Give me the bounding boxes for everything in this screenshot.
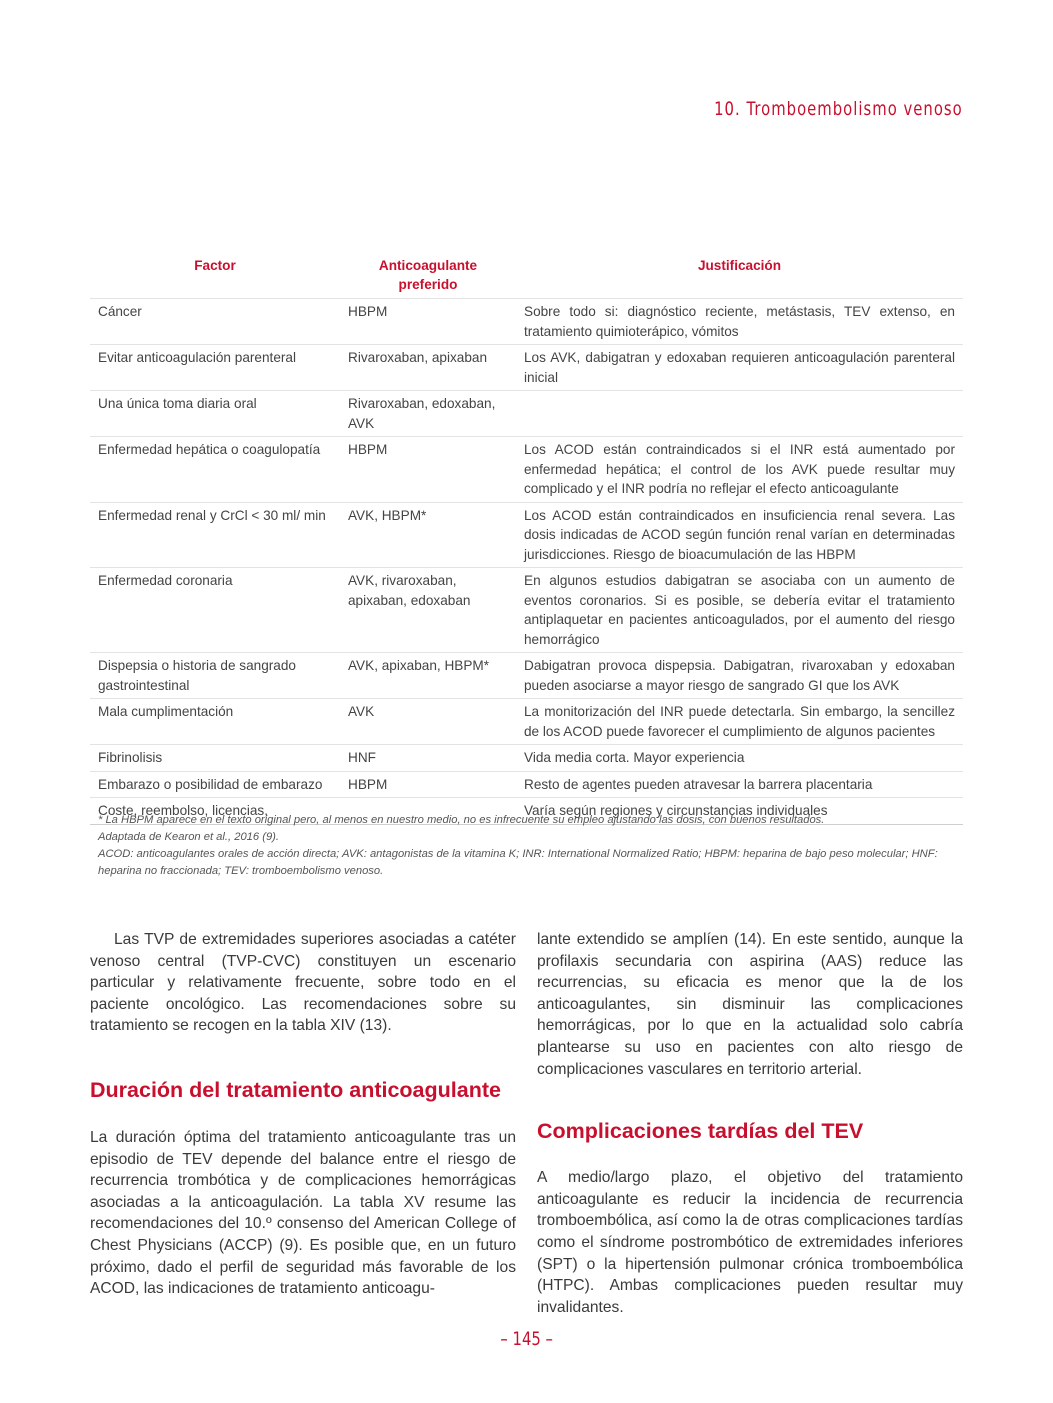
table-row — [90, 437, 963, 503]
heading-complications: Complicaciones tardías del TEV — [537, 1119, 864, 1144]
paragraph-duration: La duración óptima del tratamiento anticoagulante tras un episodio de TEV depende del balance entre el riesgo de recurrencia trombótica y de complicaciones hemorrágicas asociadas a la anticoagulación. La tabla XV resume las recomendaciones del 10.º consenso del American College of Chest Physicians (ACCP) (9). Es posible que, en un futuro próximo, dado el perfil de seguridad más favorable de los ACOD, las indicaciones de tratamiento anticoagu- — [90, 1128, 516, 1298]
cell-anticoagulant: AVK, HBPM* — [340, 502, 516, 568]
cell-anticoagulant: AVK, apixaban, HBPM* — [340, 653, 516, 699]
table-row — [90, 299, 963, 345]
cell-justification: Los ACOD están contraindicados en insuficiencia renal severa. Las dosis indicadas de ACOD según función renal varían en determinadas jurisdicciones. Riesgo de bioacumulación de las HBPM — [516, 502, 963, 568]
table-row — [90, 745, 963, 772]
cell-anticoagulant: Rivaroxaban, apixaban — [340, 345, 516, 391]
cell-anticoagulant: HNF — [340, 745, 516, 772]
cell-anticoagulant: HBPM — [340, 771, 516, 798]
table-row — [90, 699, 963, 745]
cell-justification: Varía según regiones y circunstancias individuales — [516, 798, 963, 825]
cell-anticoagulant: HBPM — [340, 437, 516, 503]
footnote-abbreviations: ACOD: anticoagulantes orales de acción directa; AVK: antagonistas de la vitamina K; INR: International Normalized Ratio; HBPM: heparina de bajo peso molecular; HNF: heparina no fraccionada; TEV: tromboembolismo venoso. — [98, 848, 938, 877]
table-row — [90, 653, 963, 699]
cell-justification: En algunos estudios dabigatran se asociaba con un aumento de eventos coronarios. Si es posible, se debería evitar el tratamiento antiplaquetar en pacientes anticoagulados, por el aumento del riesgo hemorrágico — [516, 568, 963, 653]
header-anticoagulant: Anticoagulante preferido — [378, 258, 478, 292]
table-header-row — [90, 256, 963, 299]
header-factor: Factor — [194, 258, 236, 273]
cell-justification: Resto de agentes pueden atravesar la barrera placentaria — [516, 771, 963, 798]
paragraph-complications: A medio/largo plazo, el objetivo del tratamiento anticoagulante es reducir la incidencia de recurrencia tromboembólica, así como la de otras complicaciones tardías como el síndrome postrombótico de extremidades inferiores (SPT) o la hipertensión pulmonar crónica tromboembólica (HTPC). Ambas complicaciones pueden resultar muy invalidantes. — [537, 1169, 963, 1316]
cell-factor: Evitar anticoagulación parenteral — [90, 345, 340, 391]
cell-factor: Cáncer — [90, 299, 340, 345]
cell-factor: Enfermedad coronaria — [90, 568, 340, 653]
table-row — [90, 568, 963, 653]
table-footnotes — [98, 812, 958, 880]
cell-factor: Fibrinolisis — [90, 745, 340, 772]
cell-justification — [516, 391, 963, 437]
cell-anticoagulant: HBPM — [340, 299, 516, 345]
cell-justification: La monitorización del INR puede detectarla. Sin embargo, la sencillez de los ACOD puede favorecer el cumplimiento de algunos pacientes — [516, 699, 963, 745]
cell-factor: Embarazo o posibilidad de embarazo — [90, 771, 340, 798]
cell-anticoagulant: Rivaroxaban, edoxaban, AVK — [340, 391, 516, 437]
table-row — [90, 502, 963, 568]
cell-factor: Coste, reembolso, licencias, — [90, 798, 340, 825]
table-row — [90, 771, 963, 798]
paragraph-tvp-cvc: Las TVP de extremidades superiores asociadas a catéter venoso central (TVP-CVC) constituyen un escenario particular y relativamente frecuente, sobre todo en el paciente oncológico. Las recomendaciones sobre su tratamiento se recogen en la tabla XIV (13). — [90, 931, 516, 1035]
heading-duration: Duración del tratamiento anticoagulante — [90, 1077, 501, 1102]
page-number — [0, 1328, 1053, 1350]
header-justification: Justificación — [697, 258, 782, 273]
cell-factor: Una única toma diaria oral — [90, 391, 340, 437]
cell-factor: Enfermedad renal y CrCl < 30 ml/ min — [90, 502, 340, 568]
paragraph-aspirin: lante extendido se amplíen (14). En este sentido, aunque la profilaxis secundaria con aspirina (AAS) reduce las recurrencias, su eficacia es menor que la de los anticoagulantes, sin disminuir las complicaciones hemorrágicas, por lo que en la actualidad solo cabría plantearse su uso en pacientes con alto riesgo de complicaciones vasculares en territorio arterial. — [537, 931, 963, 1078]
cell-anticoagulant: AVK — [340, 699, 516, 745]
footnote-hbpm: * La HBPM aparece en el texto original pero, al menos en nuestro medio, no es infrecuente su empleo ajustando las dosis, con buenos resultados. — [98, 814, 825, 826]
cell-factor: Enfermedad hepática o coagulopatía — [90, 437, 340, 503]
table-row — [90, 345, 963, 391]
cell-factor: Mala cumplimentación — [90, 699, 340, 745]
left-column — [90, 929, 516, 1300]
page-number-text: – 145 – — [500, 1328, 553, 1350]
table-row — [90, 391, 963, 437]
recommendation-table — [90, 256, 963, 825]
footnote-source: Adaptada de Kearon et al., 2016 (9). — [98, 831, 279, 843]
running-head: 10. Tromboembolismo venoso — [714, 98, 963, 120]
cell-justification: Dabigatran provoca dispepsia. Dabigatran, rivaroxaban y edoxaban pueden asociarse a mayor riesgo de sangrado GI que los AVK — [516, 653, 963, 699]
cell-justification: Sobre todo si: diagnóstico reciente, metástasis, TEV extenso, en tratamiento quimioterápico, vómitos — [516, 299, 963, 345]
cell-justification: Vida media corta. Mayor experiencia — [516, 745, 963, 772]
cell-justification: Los AVK, dabigatran y edoxaban requieren anticoagulación parenteral inicial — [516, 345, 963, 391]
cell-factor: Dispepsia o historia de sangrado gastrointestinal — [90, 653, 340, 699]
cell-justification: Los ACOD están contraindicados si el INR está aumentado por enfermedad hepática; el control de los AVK puede resultar muy complicado y el INR podría no reflejar el efecto anticoagulante — [516, 437, 963, 503]
right-column — [537, 929, 963, 1318]
cell-anticoagulant: AVK, rivaroxaban, apixaban, edoxaban — [340, 568, 516, 653]
